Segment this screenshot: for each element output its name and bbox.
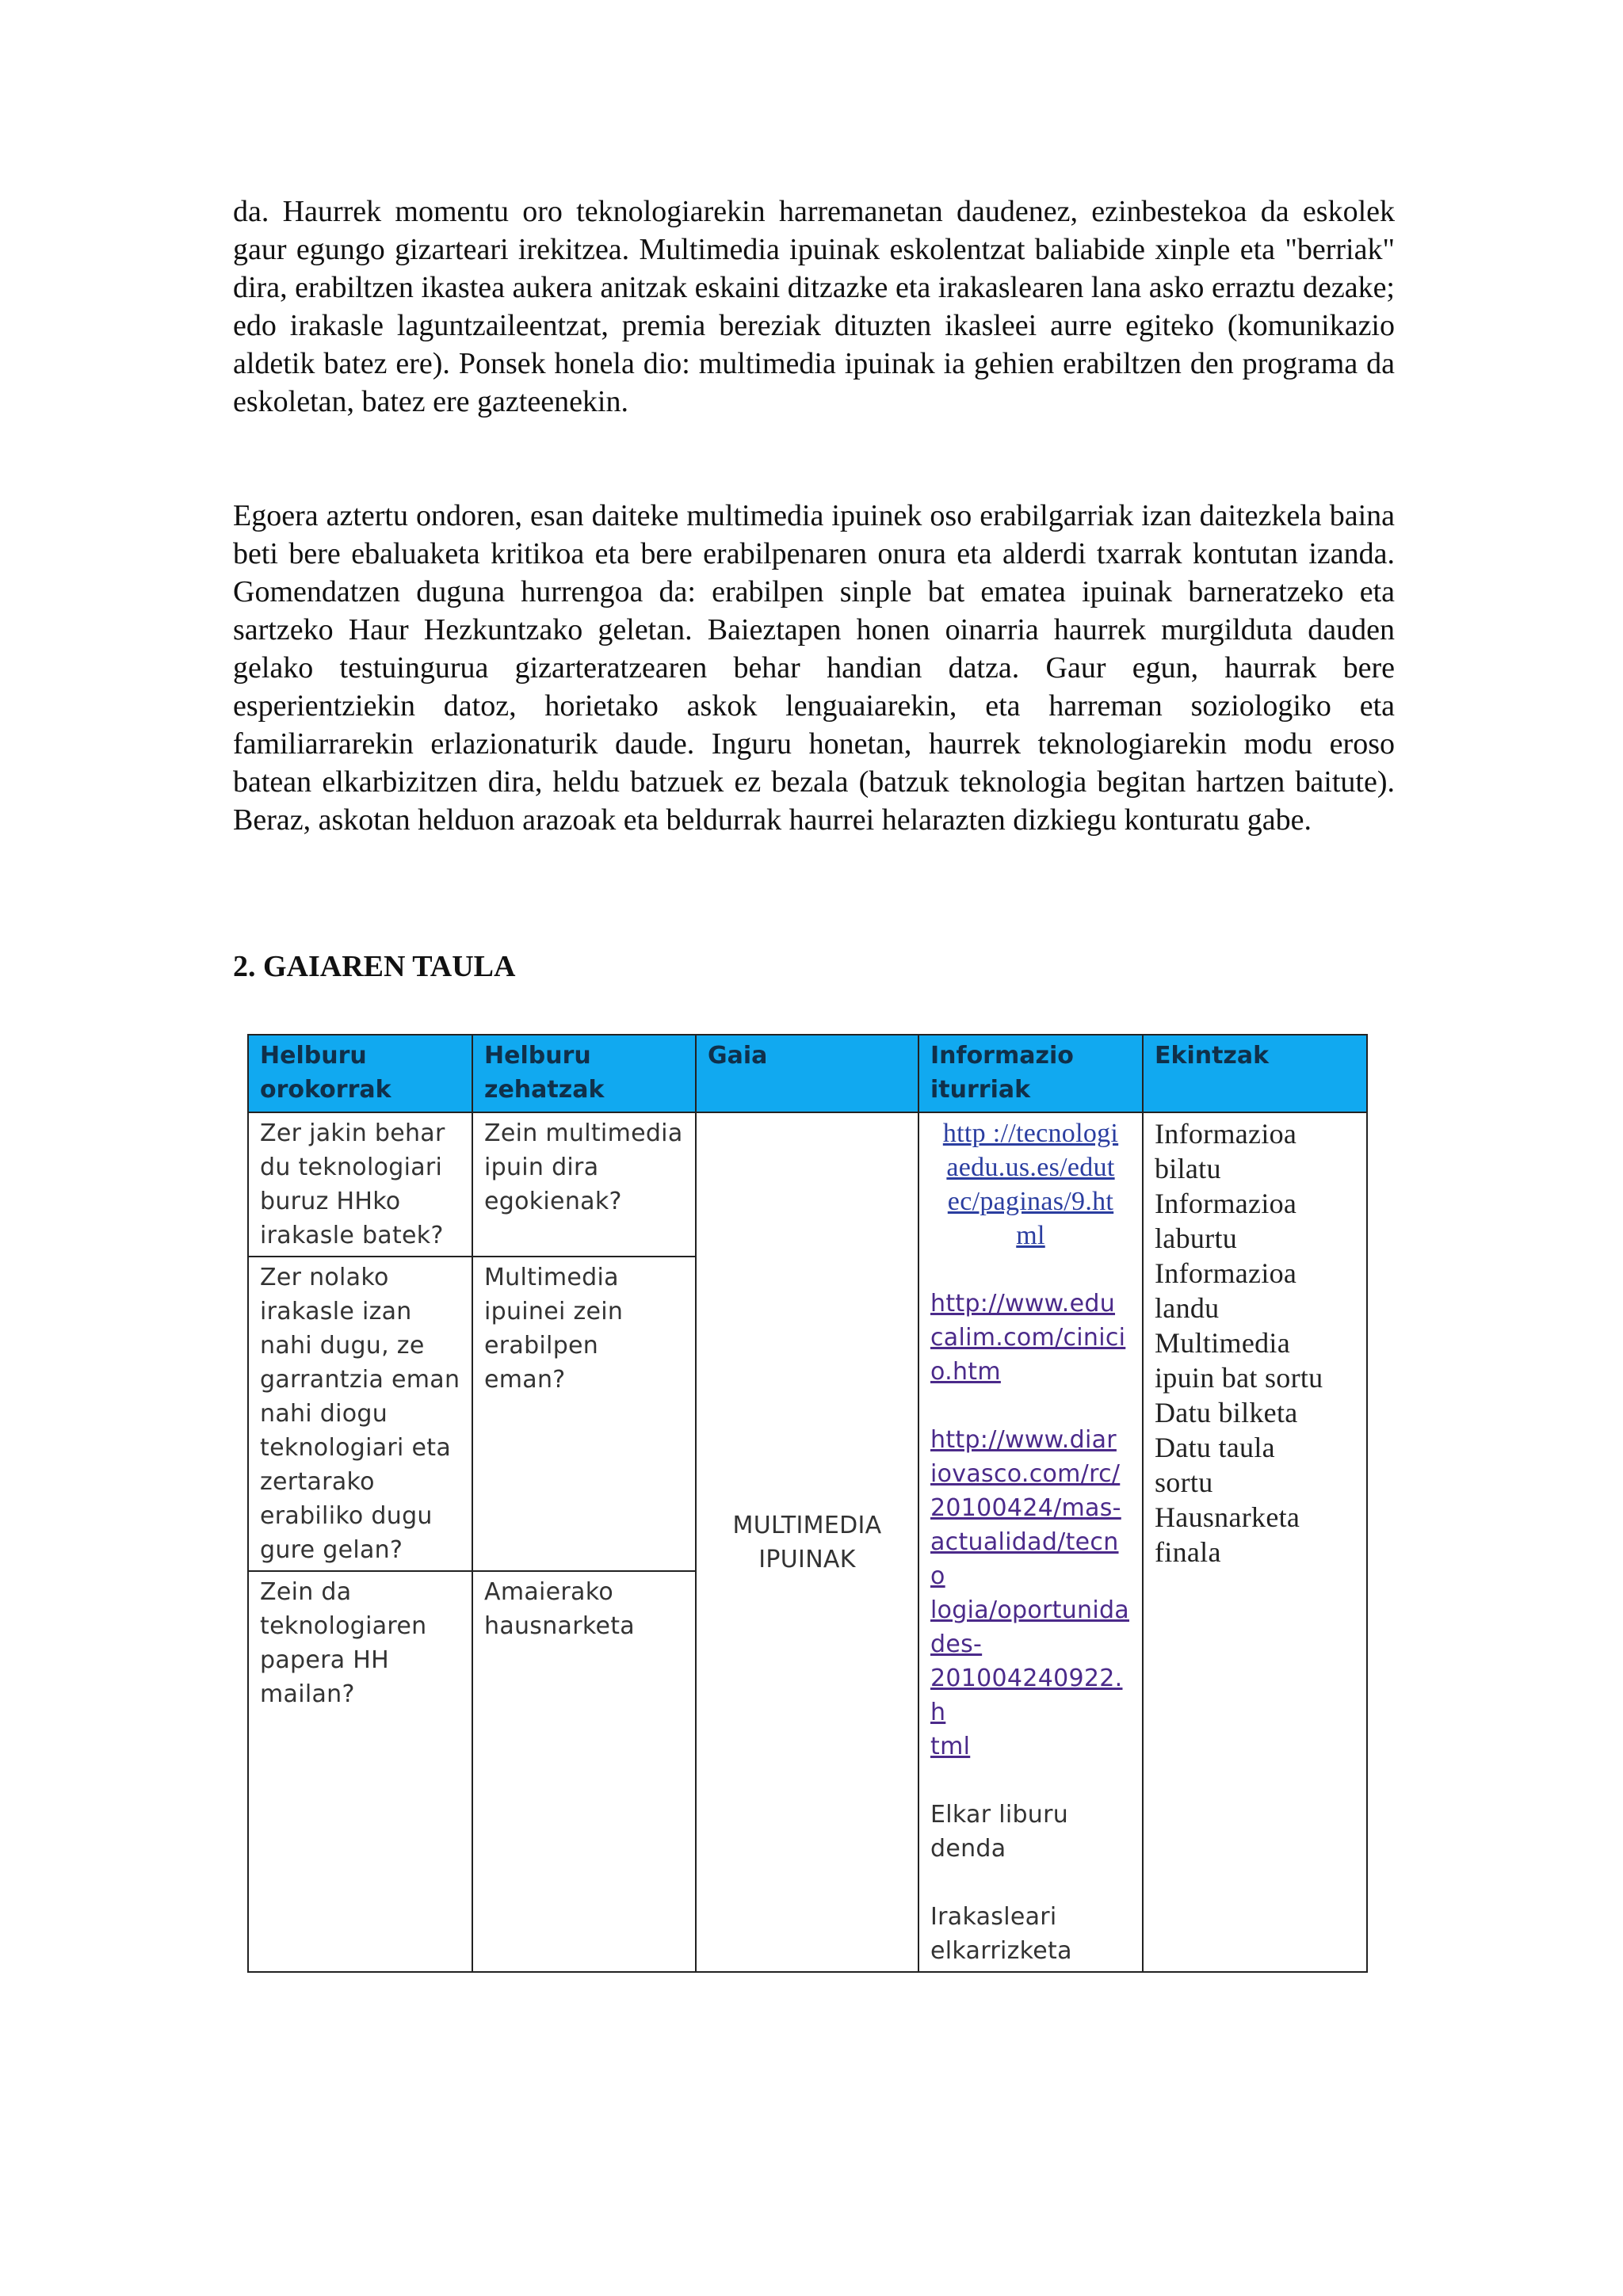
general-goal-2: Zer nolako irakasle izan nahi dugu, ze garrantzia eman nahi diogu teknologiari eta zertarako erabiliko dugu gure gelan? — [248, 1257, 472, 1571]
paragraph-2: Egoera aztertu ondoren, esan daiteke multimedia ipuinek oso erabilgarriak izan daitezkela baina beti bere ebaluaketa kritikoa eta bere erabilpenaren onura eta alderdi txarrak kontutan izanda. Gomendatzen duguna hurrengoa da: erabilpen sinple bat ematea ipuinak barneratzeko eta sartzeko Haur Hezkuntzako geletan. Baieztapen honen oinarria haurrek murgilduta dauden gelako testuingurua gizarteratzearen behar handian datza. Gaur egun, haurrak bere esperientziekin datoz, horietako askok lenguaiarekin, eta harreman soziologiko eta familiarrarekin erlazionaturik daude. Inguru honetan, haurrek teknologiarekin modu eroso batean elkarbizitzen dira, heldu batzuek ez bezala (batzuk teknologia begitan hartzen baitute). Beraz, askotan helduon arazoak eta beldurrak haurrei helarazten dizkiegu konturatu gabe. — [233, 499, 1395, 837]
sources-cell — [918, 1112, 1143, 1972]
section-heading: 2. GAIAREN TAULA — [233, 950, 516, 983]
source-link-diariovasco[interactable]: http://www.diar iovasco.com/rc/ 20100424/mas- actualidad/tecno logia/oportunida des- 201004240922.h tml — [930, 1426, 1129, 1760]
specific-goal-2: Multimedia ipuinei zein erabilpen eman? — [472, 1257, 696, 1571]
source-link-educalim[interactable]: http://www.edu calim.com/cinici o.htm — [930, 1290, 1126, 1386]
source-interview: Irakasleari elkarrizketa — [930, 1903, 1072, 1965]
topic-table-container — [247, 1034, 1366, 1965]
general-goal-3: Zein da teknologiaren papera HH mailan? — [248, 1571, 472, 1972]
specific-goal-1: Zein multimedia ipuin dira egokienak? — [472, 1112, 696, 1257]
topic-table — [247, 1034, 1368, 1973]
specific-goal-3: Amaierako hausnarketa — [472, 1571, 696, 1972]
header-topic: Gaia — [696, 1035, 918, 1112]
source-bookstore: Elkar liburu denda — [930, 1801, 1069, 1863]
header-specific-goals: Helburu zehatzak — [472, 1035, 696, 1112]
header-sources: Informazio iturriak — [918, 1035, 1143, 1112]
topic-cell: MULTIMEDIA IPUINAK — [696, 1112, 918, 1972]
paragraph-1: da. Haurrek momentu oro teknologiarekin harremanetan daudenez, ezinbestekoa da eskolek gaur egungo gizarteari irekitzea. Multimedia ipuinak eskolentzat baliabide xinple eta "berriak" dira, erabiltzen ikastea aukera anitzak eskaini ditzazke eta irakaslearen lana asko erraztu dezake; edo irakasle laguntzaileentzat, premia bereziak dituzten ikasleei aurre egiteko (komunikazio aldetik batez ere). Ponsek honela dio: multimedia ipuinak ia gehien erabiltzen den programa da eskoletan, batez ere gazteenekin. — [233, 195, 1395, 418]
header-actions: Ekintzak — [1143, 1035, 1367, 1112]
source-link-tecnologiaedu[interactable]: http ://tecnologi aedu.us.es/edut ec/paginas/9.ht ml — [942, 1119, 1119, 1250]
general-goal-1: Zer jakin behar du teknologiari buruz HHko irakasle batek? — [248, 1112, 472, 1257]
actions-cell: Informazioa bilatu Informazioa laburtu Informazioa landu Multimedia ipuin bat sortu Datu bilketa Datu taula sortu Hausnarketa finala — [1143, 1112, 1367, 1972]
table-header-row — [248, 1035, 1367, 1112]
table-row — [248, 1112, 1367, 1257]
header-general-goals: Helburu orokorrak — [248, 1035, 472, 1112]
